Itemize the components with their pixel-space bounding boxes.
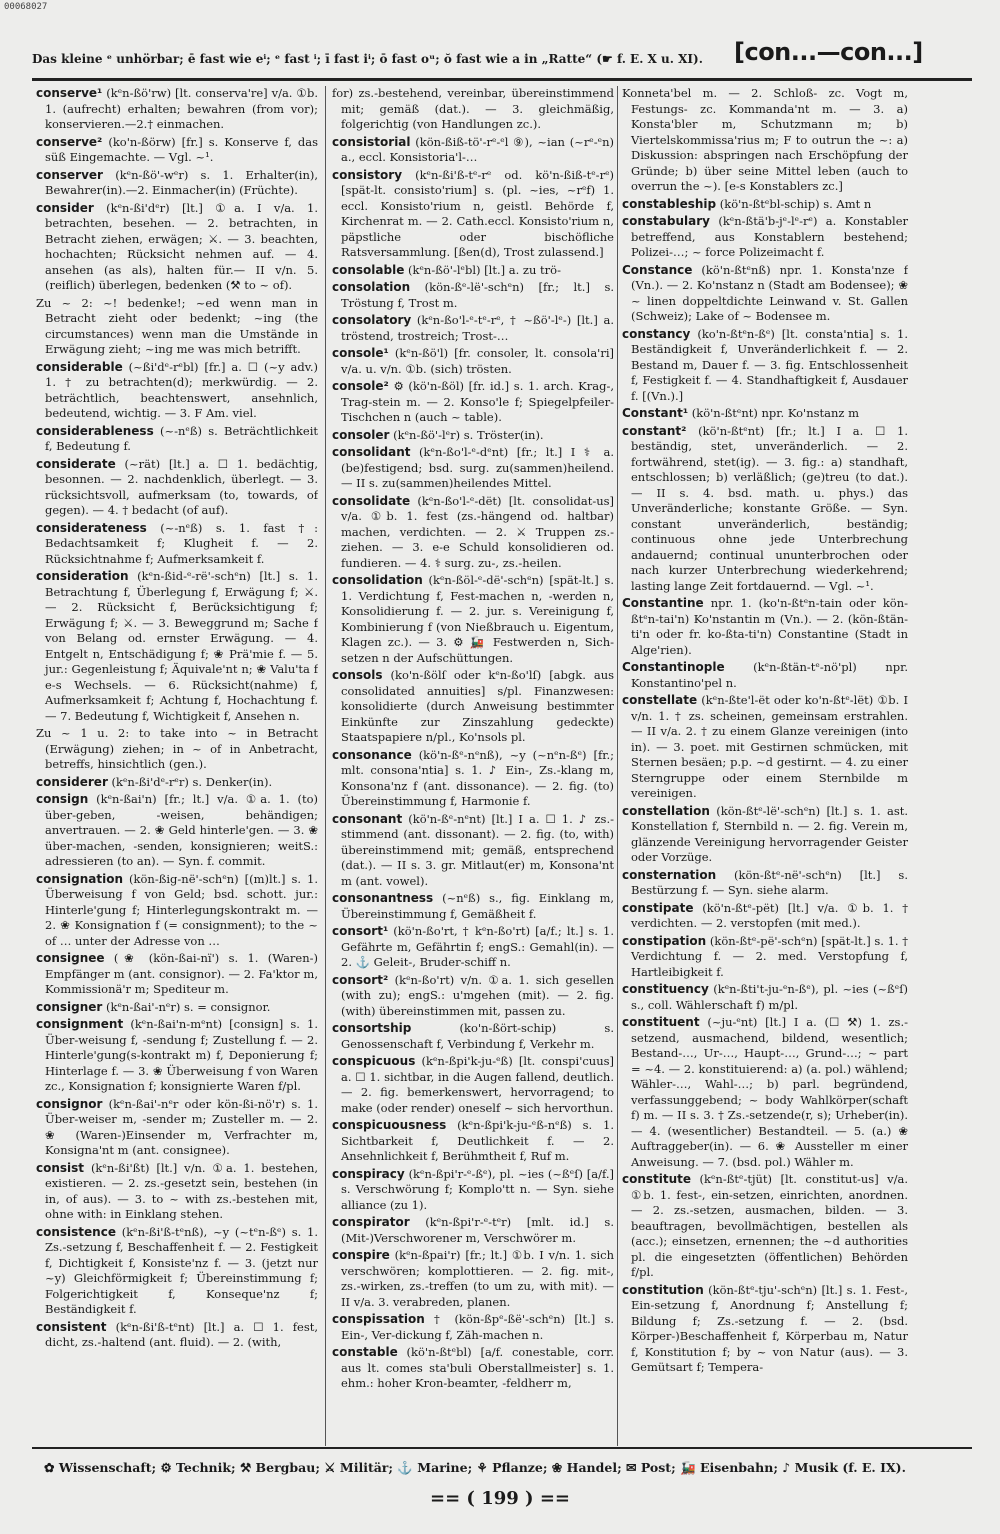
definition-text: (kᵉn-ßai'n-mᵉnt) [consign] s. 1. Über-weisung f, -sendung f; Zustellung f. — 2. Hinterle'gung(s-kontrakt m) f, Deponierung f; Hinterlage f. — 3. ❀ Überweisung f von Waren zc., Konsignation f; konsignierte Waren f/pl.	[45, 1017, 318, 1093]
definition-text: (kö'n-ßtᵉnt) npr. Ko'nstanz m	[691, 406, 860, 420]
definition-text: (kᵉn-ßo'rt) v/n. ①a. 1. sich gesellen (with zu); engS.: u'mgehen (mit). — 2. fig. (with) übereinstimmen mit, passen zu.	[341, 972, 614, 1018]
dictionary-entry	[332, 1345, 614, 1392]
page-id: 00068027	[4, 2, 48, 12]
dictionary-entry	[332, 891, 614, 922]
headword: consign	[36, 792, 89, 806]
definition-text: Zu ~ 2: ~! bedenke!; ~ed wenn man in Betracht zieht oder bedenkt; ~ing (the circumstances) wenn man die Umstände in Erwägung zieht; ~ing me was mich betrifft.	[36, 295, 318, 356]
headword: consolatory	[332, 313, 412, 327]
definition-text: (kö'n-ßtᵉbl) [a/f. conestable, corr. aus lt. comes sta'buli Oberstallmeister] s. 1. ehm.: hoher Kron-beamter, -feldherr m,	[341, 1345, 614, 1390]
definition-text: ⚙ (kö'n-ßöl) [fr. id.] s. 1. arch. Krag-, Trag-stein m. — 2. Konso'le f; Spiegelpfeiler-Tischchen n (auch ~ table).	[341, 379, 614, 424]
dictionary-entry	[36, 792, 318, 870]
dictionary-entry	[36, 872, 318, 950]
definition-text: (kᵉn-ßi'dᵉr) [lt.] ①a. I v/a. 1. betrachten, besehen. — 2. betrachten, in Betracht ziehen, erwägen; ⚔. — 3. beachten, hochachten; Rücksicht nehmen auf. — 4. ansehen (as als), halten für.— II v/n. 5. (reiflich) überlegen, bedenken (⚒ to ~ of).	[45, 200, 318, 292]
dictionary-entry	[332, 1054, 614, 1116]
dictionary-entry	[332, 1118, 614, 1165]
headword: consider	[36, 200, 94, 215]
dictionary-entry	[36, 168, 318, 199]
pronunciation-legend: Das kleine ᵉ unhörbar; ē fast wie eⁱ; ᵉ fast ⁱ; ī fast iⁱ; ō fast oᵘ; ŏ fast wie a in „Ratte“ (☛ f. E. X u. XI).	[32, 52, 703, 66]
headword: constituent	[622, 1015, 700, 1029]
definition-text: (kᵉn-ßo'l-ᵉ-dᵉnt) [fr.; lt.] I ⚕ a. (be)festigend; bsd. surg. zu(sammen)heilend. — II s. zu(sammen)heilendes Mittel.	[341, 445, 614, 490]
definition-text: (ko'n-ßörw) [fr.] s. Konserve f, das süß Eingemachte. — Vgl. ~¹.	[45, 134, 318, 164]
definition-text: (kön-ßtᵉ-pë'-schᵉn) [spät-lt.] s. 1. † Verdichtung f. — 2. med. Verstopfung f, Hartleibigkeit f.	[631, 933, 908, 979]
headword: consoler	[332, 427, 390, 442]
definition-text: (kᵉn-ßi'ß-tᵉnt) [lt.] a. ☐ 1. fest, dicht, zs.-haltend (ant. fluid). — 2. (with,	[45, 1319, 318, 1349]
definition-text: (kön-ßig-në'-schᵉn) [(m)lt.] s. 1. Überweisung f von Geld; bsd. schott. jur.: Hinterle'gung f; Hinterlegungskontrakt m. —2. ❀ Konsignation f (= consignment); to the ~ of … unter der Adresse von …	[45, 871, 318, 948]
headword: consolation	[332, 280, 411, 294]
dictionary-entry	[622, 868, 908, 899]
dictionary-entry	[332, 168, 614, 261]
headword: constellation	[622, 803, 710, 818]
definition-text: (ko'n-ßtᵉn-ßᵉ) [lt. consta'ntia] s. 1. Beständigkeit f, Unveränderlichkeit f. — 2. Bestand m, Dauer f. — 3. fig. Entschlossenheit f, Festigkeit f. — 4. Standhaftigkeit f, Ausdauer f. [(Vn.).]	[631, 326, 908, 403]
dictionary-entry	[332, 445, 614, 492]
definition-text: (kö'n-ßᵉ-nᵉnt) [lt.] I a. ☐ 1. ♪ zs.-stimmend (ant. dissonant). — 2. fig. (to, with) übereinstimmend mit; gemäß, entsprechend (dat.). — II s. 3. gr. Mitlaut(er) m, Konsona'nt m (ant. vowel).	[341, 811, 614, 888]
dictionary-entry	[332, 1248, 614, 1310]
dictionary-entry	[332, 263, 614, 279]
column-1	[36, 86, 318, 1440]
definition-text: (kᵉn-ßö'-lᵉbl) [lt.] a. zu trö-	[408, 262, 561, 277]
definition-text: (ko'n-ßölſ oder kᵉn-ßo'lſ) [abgk. aus consolidated annuities] s/pl. Finanzwesen: konsolidierte (durch Anweisung bestimmter Einkünfte zur Zinszahlung gedeckte) Staatspapiere n/pl., Ko'nsols pl.	[341, 668, 614, 744]
headword: considerer	[36, 774, 108, 789]
headword: consort¹	[332, 924, 389, 938]
dictionary-entry	[332, 1215, 614, 1246]
dictionary-entry	[622, 214, 908, 261]
dictionary-entry	[332, 812, 614, 890]
definition-text: (kön-ßtᵉ-tju'-schᵉn) [lt.] s. 1. Fest-, Ein-setzung f, Anordnung f; Anstellung f; Bildung f; Zs.-setzung f. — 2. (bsd. Körper-)Beschaffenheit f, Körperbau m, Natur f, Konstitution f; by ~ von Natur (aus). — 3. Gemütsart f; Tempera-	[631, 1282, 908, 1374]
headword: Constance	[622, 262, 693, 277]
definition-text: (kö'n-ßtᵉnß) npr. 1. Konsta'nze f (Vn.). — 2. Ko'nstanz n (Stadt am Bodensee); ❀ ~ linen doppeltdichte Leinwand v. St. Gallen (Schweiz); Lake of ~ Bodensee m.	[631, 262, 908, 323]
guide-words: [con...—con...]	[734, 38, 923, 66]
dictionary-entry	[332, 346, 614, 377]
definition-text: Konneta'bel m. — 2. Schloß- zc. Vogt m, Festungs- zc. Kommanda'nt m. — 3. a) Konsta'bler m, Schutzmann m; b) Viertelskommissa'rius m; F to outrun the ~: a) Diskussion: abspringen nach Erschöpfung der Gründe; b) über seine Mittel leben (auch to overrun the ~). [e-s Konstablers zc.]	[622, 86, 908, 193]
definition-text: (kᵉn-ßte'l-ët oder ko'n-ßtᵉ-lët) ①b. I v/n. 1. † zs. scheinen, gemeinsam erstrahlen. — II v/a. 2. † zu einem Glanze vereinigen (into in). — 3. poet. mit Gestirnen schmücken, mit Sternen besäen; p.p. ~d gestirnt. — 4. zu einer Sterngruppe oder einem Sternbilde m vereinigen.	[631, 693, 908, 800]
definition-text: (kᵉn-ßtᵉ-tjüt) [lt. constitut-us] v/a. ①b. 1. fest-, ein-setzen, einrichten, anordnen. — 2. zs.-setzen, ausmachen, bilden. — 3. beauftragen, bevollmächtigen, bestellen als (acc.); einsetzen, ernennen; the ~d authorities pl. die eingesetzten (öffentlichen) Behörden f/pl.	[631, 1172, 908, 1279]
dictionary-entry	[332, 973, 614, 1020]
headword: conserve²	[36, 134, 103, 149]
headword: console¹	[332, 346, 389, 360]
page-header	[32, 34, 970, 74]
dictionary-entry	[36, 360, 318, 422]
headword: Constant¹	[622, 406, 689, 420]
definition-text: (kö'n-ßo'rt, † kᵉn-ßo'rt) [a/f.; lt.] s. 1. Gefährte m, Gefährtin f; engS.: Gemahl(in). — 2. ⚓ Geleit-, Bruder-schiff n.	[341, 924, 614, 969]
header-rule	[32, 78, 972, 81]
dictionary-entry	[332, 1167, 614, 1214]
definition-text: (kᵉn-ßö'-lᵉr) s. Tröster(in).	[393, 427, 544, 442]
headword: constant²	[622, 423, 687, 438]
headword: constellate	[622, 693, 698, 707]
dictionary-entry	[622, 327, 908, 405]
dictionary-entry	[622, 1015, 908, 1170]
headword: conspissation	[332, 1312, 425, 1326]
headword: consols	[332, 668, 383, 682]
headword: conspire	[332, 1248, 390, 1262]
headword: consideration	[36, 569, 129, 583]
dictionary-entry	[332, 1021, 614, 1052]
dictionary-entry	[332, 573, 614, 666]
headword: conspicuous	[332, 1054, 416, 1068]
headword: Constantine	[622, 596, 704, 610]
headword: consignee	[36, 951, 105, 965]
definition-text: (kᵉn-ßpi'r-ᵉ-ßᵉ), pl. ~ies (~ßᵉſ) [a/f.] s. Verschwörung f; Komplo'tt n. — Syn. siehe alliance (zu 1).	[341, 1166, 614, 1212]
dictionary-entry	[36, 457, 318, 519]
dictionary-entry	[36, 201, 318, 294]
headword: constitution	[622, 1282, 704, 1297]
headword: consignation	[36, 871, 124, 886]
dictionary-entry	[622, 660, 908, 691]
definition-text: (~rät) [lt.] a. ☐ 1. bedächtig, besonnen. — 2. nachdenklich, überlegt. — 3. rücksichtsvoll, aufmerksam (to, towards, of gegen). — 4. † bedacht (of auf).	[45, 456, 318, 517]
headword: conspirator	[332, 1215, 410, 1229]
dictionary-entry	[36, 1320, 318, 1351]
dictionary-entry	[36, 86, 318, 133]
definition-text: (kö'n-ßtᵉnt) [fr.; lt.] I a. ☐ 1. beständig, stet, unveränderlich. — 2. fortwährend, stet(ig). — 3. fig.: a) standhaft, entschlossen; b) verläßlich; (ge)treu (to dat.). — II s. 4. bsd. math. u. phys.) das Unveränderliche; konstante Größe. — Syn. constant unveränderlich, beständig; continuous ohne jede Unterbrechung andauernd; continual ununterbrochen oder nach kurzer Unterbrechung wiederkehrend; lasting lange Zeit fortdauernd. — Vgl. ~¹.	[631, 423, 908, 593]
definition-text: (kᵉn-ßpai'r) [fr.; lt.] ①b. I v/n. 1. sich verschwören; komplottieren. — 2. fig. mit-, zs.-wirken, zs.-treffen (to um zu, with mit). — II v/a. 3. verabreden, planen.	[341, 1248, 614, 1309]
headword: consignor	[36, 1096, 103, 1111]
headword: constable	[332, 1345, 398, 1359]
dictionary-entry	[622, 197, 908, 213]
definition-text: (~-nᵉß) s. 1. fast †: Bedachtsamkeit f; Klugheit f. — 2. Rücksichtnahme f; Aufmerksamkeit f.	[45, 520, 318, 566]
definition-text: (kön-ßᵉ-lë'-schᵉn) [fr.; lt.] s. Tröstung f, Trost m.	[341, 280, 614, 310]
headword: consistory	[332, 167, 403, 182]
definition-text: (kᵉn-ßo'l-ᵉ-tᵉ-rᵉ, † ~ßö'-lᵉ-) [lt.] a. tröstend, trostreich; Trost-…	[341, 313, 614, 343]
dictionary-entry	[332, 668, 614, 746]
definition-text: (ko'n-ßört-schip) s. Genossenschaft f, Verbindung f, Verkehr m.	[341, 1021, 614, 1051]
dictionary-entry	[36, 135, 318, 166]
headword: considerateness	[36, 520, 147, 535]
definition-text: (kᵉn-ßö'-wᵉr) s. 1. Erhalter(in), Bewahrer(in).—2. Einmacher(in) (Früchte).	[45, 167, 318, 197]
definition-text: (kᵉn-ßai'n) [fr.; lt.] v/a. ①a. 1. (to) über-geben, -weisen, behändigen; anvertrauen. — 2. ❀ Geld hinterle'gen. — 3. ❀ über-machen, -senden, konsignieren; weitS.: adressieren (to an). — Syn. f. commit.	[45, 792, 318, 868]
definition-text: npr. 1. (ko'n-ßtᵉn-tain oder kön-ßtᵉn-tai'n) Ko'nstantin m (Vn.). — 2. (kön-ßtän-ti'n oder fr. ko-ßta-ti'n) Constantine (Stadt in Alge'rien).	[631, 596, 908, 657]
dictionary-entry	[36, 1097, 318, 1159]
definition-text: (kᵉn-ßtän-tᵉ-nö'pl) npr. Konstantino'pel n.	[631, 660, 908, 690]
definition-text: Zu ~ 1 u. 2: to take into ~ in Betracht (Erwägung) ziehen; in ~ of in Anbetracht, betreffs, hinsichtlich (gen.).	[36, 726, 318, 771]
definition-text: (❀ (kön-ßai-nï') s. 1. (Waren-) Empfänger m (ant. consignor). — 2. Fa'ktor m, Kommissionä'r m; Spediteur m.	[45, 951, 318, 996]
definition-text: † (kön-ßpᵉ-ßë'-schᵉn) [lt.] s. Ein-, Ver-dickung f, Zäh-machen n.	[341, 1312, 614, 1342]
definition-text: (~ßi'dᵉ-rᵉbl) [fr.] a. ☐ (~y adv.) 1. † zu betrachten(d); merkwürdig. — 2. beträchtlich, beachtenswert, ansehnlich, bedeutend, wichtig. — 3. F Am. viel.	[45, 359, 318, 420]
dictionary-entry	[622, 804, 908, 866]
dictionary-entry	[36, 424, 318, 455]
definition-text: (kön-ßtᵉ-lë'-schᵉn) [lt.] s. 1. ast. Konstellation f, Sternbild n. — 2. fig. Verein m, glänzende Vereinigung hervorragender Geister oder Vorzüge.	[631, 803, 908, 864]
headword: console²	[332, 379, 389, 393]
headword: consistorial	[332, 134, 411, 149]
headword: considerable	[36, 359, 123, 374]
headword: consonance	[332, 747, 412, 762]
headword: conserve¹	[36, 86, 103, 100]
headword: consonant	[332, 811, 403, 826]
dictionary-entry	[36, 569, 318, 724]
headword: consistence	[36, 1224, 116, 1239]
headword: consolidate	[332, 493, 411, 508]
definition-text: for) zs.-bestehend, vereinbar, übereinstimmend mit; gemäß (dat.). — 3. gleichmäßig, folgerichtig (von Handlungen zc.).	[332, 86, 614, 131]
headword: considerate	[36, 456, 116, 471]
headword: conserver	[36, 167, 103, 182]
dictionary-entry	[332, 1312, 614, 1343]
column-divider	[325, 86, 326, 1446]
definition-text: (kᵉn-ßi'dᵉ-rᵉr) s. Denker(in).	[111, 774, 273, 789]
headword: consolidation	[332, 573, 423, 587]
definition-text: (kᵉn-ßi'ß-tᵉnß), ~y (~tᵉn-ßᵉ) s. 1. Zs.-setzung f, Beschaffenheit f. — 2. Festigkeit f, Dichtigkeit f, Konsiste'nz f. — 3. (jetzt nur ~y) Gleichförmigkeit f; Übereinstimmung f; Folgerichtigkeit f, Konseque'nz f; Beständigkeit f.	[45, 1224, 318, 1316]
headword: constableship	[622, 196, 717, 211]
headword: consistent	[36, 1319, 107, 1334]
headword: consolidant	[332, 445, 411, 459]
dictionary-entry	[622, 1283, 908, 1376]
headword: consolable	[332, 262, 405, 277]
headword: considerableness	[36, 423, 154, 438]
column-3	[622, 86, 908, 1440]
dictionary-entry	[332, 86, 614, 133]
definition-text: (kᵉn-ßi'ß-tᵉ-rᵉ od. kö'n-ßiß-tᵉ-rᵉ) [spät-lt. consisto'rium] s. (pl. ~ies, ~rᵉf) 1. eccl. Konsisto'rium n, geistl. Behörde f, Kirchenrat m. — 2. Cath.eccl. Konsisto'rium n, päpstliche oder bischöfliche Ratsversammlung. [ßen(d), Trost zulassend.]	[341, 167, 614, 259]
definition-text: (kᵉn-ßö'rw) [lt. conserva're] v/a. ①b. 1. (aufrecht) erhalten; bewahren (from vor); konservieren.—2.† einmachen.	[45, 86, 318, 131]
abbreviation-key: ✿ Wissenschaft; ⚙ Technik; ⚒ Bergbau; ⚔ Militär; ⚓ Marine; ⚘ Pflanze; ❀ Handel; ✉ Post; 🚂 Eisenbahn; ♪ Musik (f. E. IX).	[44, 1460, 906, 1475]
definition-text: (kön-ßtᵉ-në'-schᵉn) [lt.] s. Bestürzung f. — Syn. siehe alarm.	[631, 867, 908, 897]
dictionary-entry	[622, 263, 908, 325]
dictionary-entry	[622, 693, 908, 802]
dictionary-entry	[36, 1225, 318, 1318]
dictionary-entry	[332, 135, 614, 166]
headword: conspicuousness	[332, 1118, 447, 1132]
headword: constancy	[622, 326, 691, 341]
definition-text: (kᵉn-ßtä'b-jᵉ-lᵉ-rᵉ) a. Konstabler betreffend, aus Konstablern bestehend; Polizei-…; ~ force Polizeimacht f.	[631, 214, 908, 259]
definition-text: (kᵉn-ßid-ᵉ-rë'-schᵉn) [lt.] s. 1. Betrachtung f, Überlegung f, Erwägung f; ⚔. — 2. Rücksicht f, Berücksichtigung f; Erwägung f; ⚔. — 3. Beweggrund m; Sache f von Belang od. ernster Erwägung. — 4. Entgelt n, Entschädigung f; ❀ Prä'mie f. — 5. jur.: Gegenleistung f; Äquivale'nt n; ❀ Valu'ta f e-s Wechsels. — 6. Rücksicht(nahme) f, Aufmerksamkeit f; Achtung f, Hochachtung f. — 7. Bedeutung f, Wichtigkeit f, Ansehen n.	[45, 569, 318, 723]
headword: Constantinople	[622, 660, 725, 674]
definition-text: (~ju-ᵉnt) [lt.] I a. (☐ ⚒) 1. zs.-setzend, ausmachend, bildend, wesentlich; Bestand-…, Ur-…, Haupt-…, Grund-…; ~ part = ~4. — 2. konstituierend: a) (a. pol.) wählend; Wähler-…, Wahl-…; b) parl. begründend, verfassunggebend; ~ body Wahlkörper(schaft f) m. — II s. 3. † Zs.-setzende(r, s); Urheber(in). — 4. (wesentlicher) Bestandteil. — 5. (a.) ❀ Auftraggeber(in). — 6. ❀ Aussteller m einer Anweisung. — 7. (bsd. pol.) Wähler m.	[631, 1015, 908, 1169]
definition-text: (kᵉn-ßi'ßt) [lt.] v/n. ①a. 1. bestehen, existieren. — 2. zs.-gesetzt sein, bestehen (in in, of aus). — 3. to ~ with zs.-bestehen mit, ohne with: in Einklang stehen.	[45, 1160, 318, 1221]
definition-text: (kö'n-ßtᵉbl-schip) s. Amt n	[719, 196, 872, 211]
dictionary-entry	[622, 596, 908, 658]
dictionary-entry	[36, 726, 318, 773]
footer-rule	[32, 1447, 972, 1449]
headword: constipate	[622, 900, 694, 915]
headword: consigner	[36, 999, 103, 1014]
column-2	[332, 86, 614, 1440]
headword: consternation	[622, 867, 717, 882]
dictionary-entry	[622, 1172, 908, 1281]
definition-text: (kᵉn-ßpi'k-ju-ᵉß-nᵉß) s. 1. Sichtbarkeit f, Deutlichkeit f. — 2. Ansehnlichkeit f, Berühmtheit f, Ruf m.	[341, 1118, 614, 1163]
dictionary-entry	[622, 934, 908, 981]
dictionary-entry	[332, 313, 614, 344]
headword: conspiracy	[332, 1166, 405, 1181]
definition-text: (kᵉn-ßai'-nᵉr oder kön-ßi-nö'r) s. 1. Über-weiser m, -sender m; Zusteller m. — 2. ❀ (Waren-)Einsender m, Verfrachter m, Konsigna'nt m (ant. consignee).	[45, 1096, 318, 1157]
headword: constituency	[622, 982, 709, 996]
dictionary-entry	[332, 924, 614, 971]
definition-text: (kᵉn-ßai'-nᵉr) s. = consignor.	[106, 999, 271, 1014]
dictionary-entry	[36, 1000, 318, 1016]
dictionary-entry	[36, 1017, 318, 1095]
headword: consortship	[332, 1021, 412, 1035]
definition-text: (kö'n-ßᵉ-nᵉnß), ~y (~nᵉn-ßᵉ) [fr.; mlt. consona'ntia] s. 1. ♪ Ein-, Zs.-klang m, Konsona'nz f (ant. dissonance). — 2. fig. (to) Übereinstimmung f, Harmonie f.	[341, 747, 614, 808]
dictionary-entry	[36, 951, 318, 998]
definition-text: (~-nᵉß) s. Beträchtlichkeit f, Bedeutung f.	[45, 423, 318, 453]
definition-text: (kᵉn-ßpi'r-ᵉ-tᵉr) [mlt. id.] s. (Mit-)Verschworener m, Verschwörer m.	[341, 1215, 614, 1245]
definition-text: (kᵉn-ßti't-ju-ᵉn-ßᵉ), pl. ~ies (~ßᵉſ) s., coll. Wählerschaft f) m/pl.	[631, 982, 908, 1012]
headword: constipation	[622, 933, 707, 948]
headword: constabulary	[622, 214, 710, 228]
headword: consort²	[332, 972, 389, 987]
headword: consignment	[36, 1017, 124, 1031]
definition-text: (kᵉn-ßö'l) [fr. consoler, lt. consola'ri] v/a. u. v/n. ①b. (sich) trösten.	[341, 346, 614, 376]
definition-text: (kᵉn-ßöl-ᵉ-dë'-schᵉn) [spät-lt.] s. 1. Verdichtung f, Fest-machen n, -werden n, Konsolidierung f. — 2. jur. s. Vereinigung f, Kombinierung f (von Nießbrauch u. Eigentum, Klagen zc.). — 3. ⚙ 🚂 Festwerden n, Sich-setzen n der Aufschüttungen.	[341, 573, 614, 665]
definition-text: (kö'n-ßtᵉ-pët) [lt.] v/a. ①b. 1. † verdichten. — 2. verstopfen (mit med.).	[631, 900, 908, 930]
dictionary-entry	[332, 379, 614, 426]
dictionary-entry	[36, 521, 318, 568]
headword: constitute	[622, 1172, 692, 1186]
dictionary-entry	[622, 424, 908, 595]
definition-text: (kᵉn-ßo'l-ᵉ-dët) [lt. consolidat-us] v/a. ①b. 1. fest (zs.-hängend od. haltbar) machen, verdichten. — 2. ⚔ Truppen zs.-ziehen. — 3. e-e Schuld konsolidieren od. fundieren. — 4. ⚕ surg. zu-, zs.-heilen.	[341, 493, 614, 570]
dictionary-entry	[622, 982, 908, 1013]
page-number: == ( 199 ) ==	[429, 1488, 570, 1509]
column-divider	[617, 86, 618, 1446]
headword: consonantness	[332, 891, 434, 905]
dictionary-entry	[36, 296, 318, 358]
definition-text: (~nᵉß) s., fig. Einklang m, Übereinstimmung f, Gemäßheit f.	[341, 891, 614, 921]
dictionary-entry	[622, 406, 908, 422]
dictionary-entry	[36, 1161, 318, 1223]
dictionary-entry	[622, 901, 908, 932]
dictionary-entry	[622, 86, 908, 195]
headword: consist	[36, 1160, 85, 1175]
definition-text: (kᵉn-ßpi'k-ju-ᵉß) [lt. conspi'cuus] a. ☐ 1. sichtbar, in die Augen fallend, deutlich. — 2. fig. bemerkenswert, hervorragend; to make (oder render) oneself ~ sich hervorthun.	[341, 1054, 614, 1115]
dictionary-entry	[332, 428, 614, 444]
dictionary-entry	[332, 494, 614, 572]
dictionary-entry	[332, 748, 614, 810]
dictionary-entry	[36, 775, 318, 791]
dictionary-entry	[332, 280, 614, 311]
definition-text: (kön-ßiß-tö'-rᵉ-ᵉl ⑨), ~ian (~rᵉ-ᵉn) a., eccl. Konsistoria'l-…	[341, 134, 614, 164]
